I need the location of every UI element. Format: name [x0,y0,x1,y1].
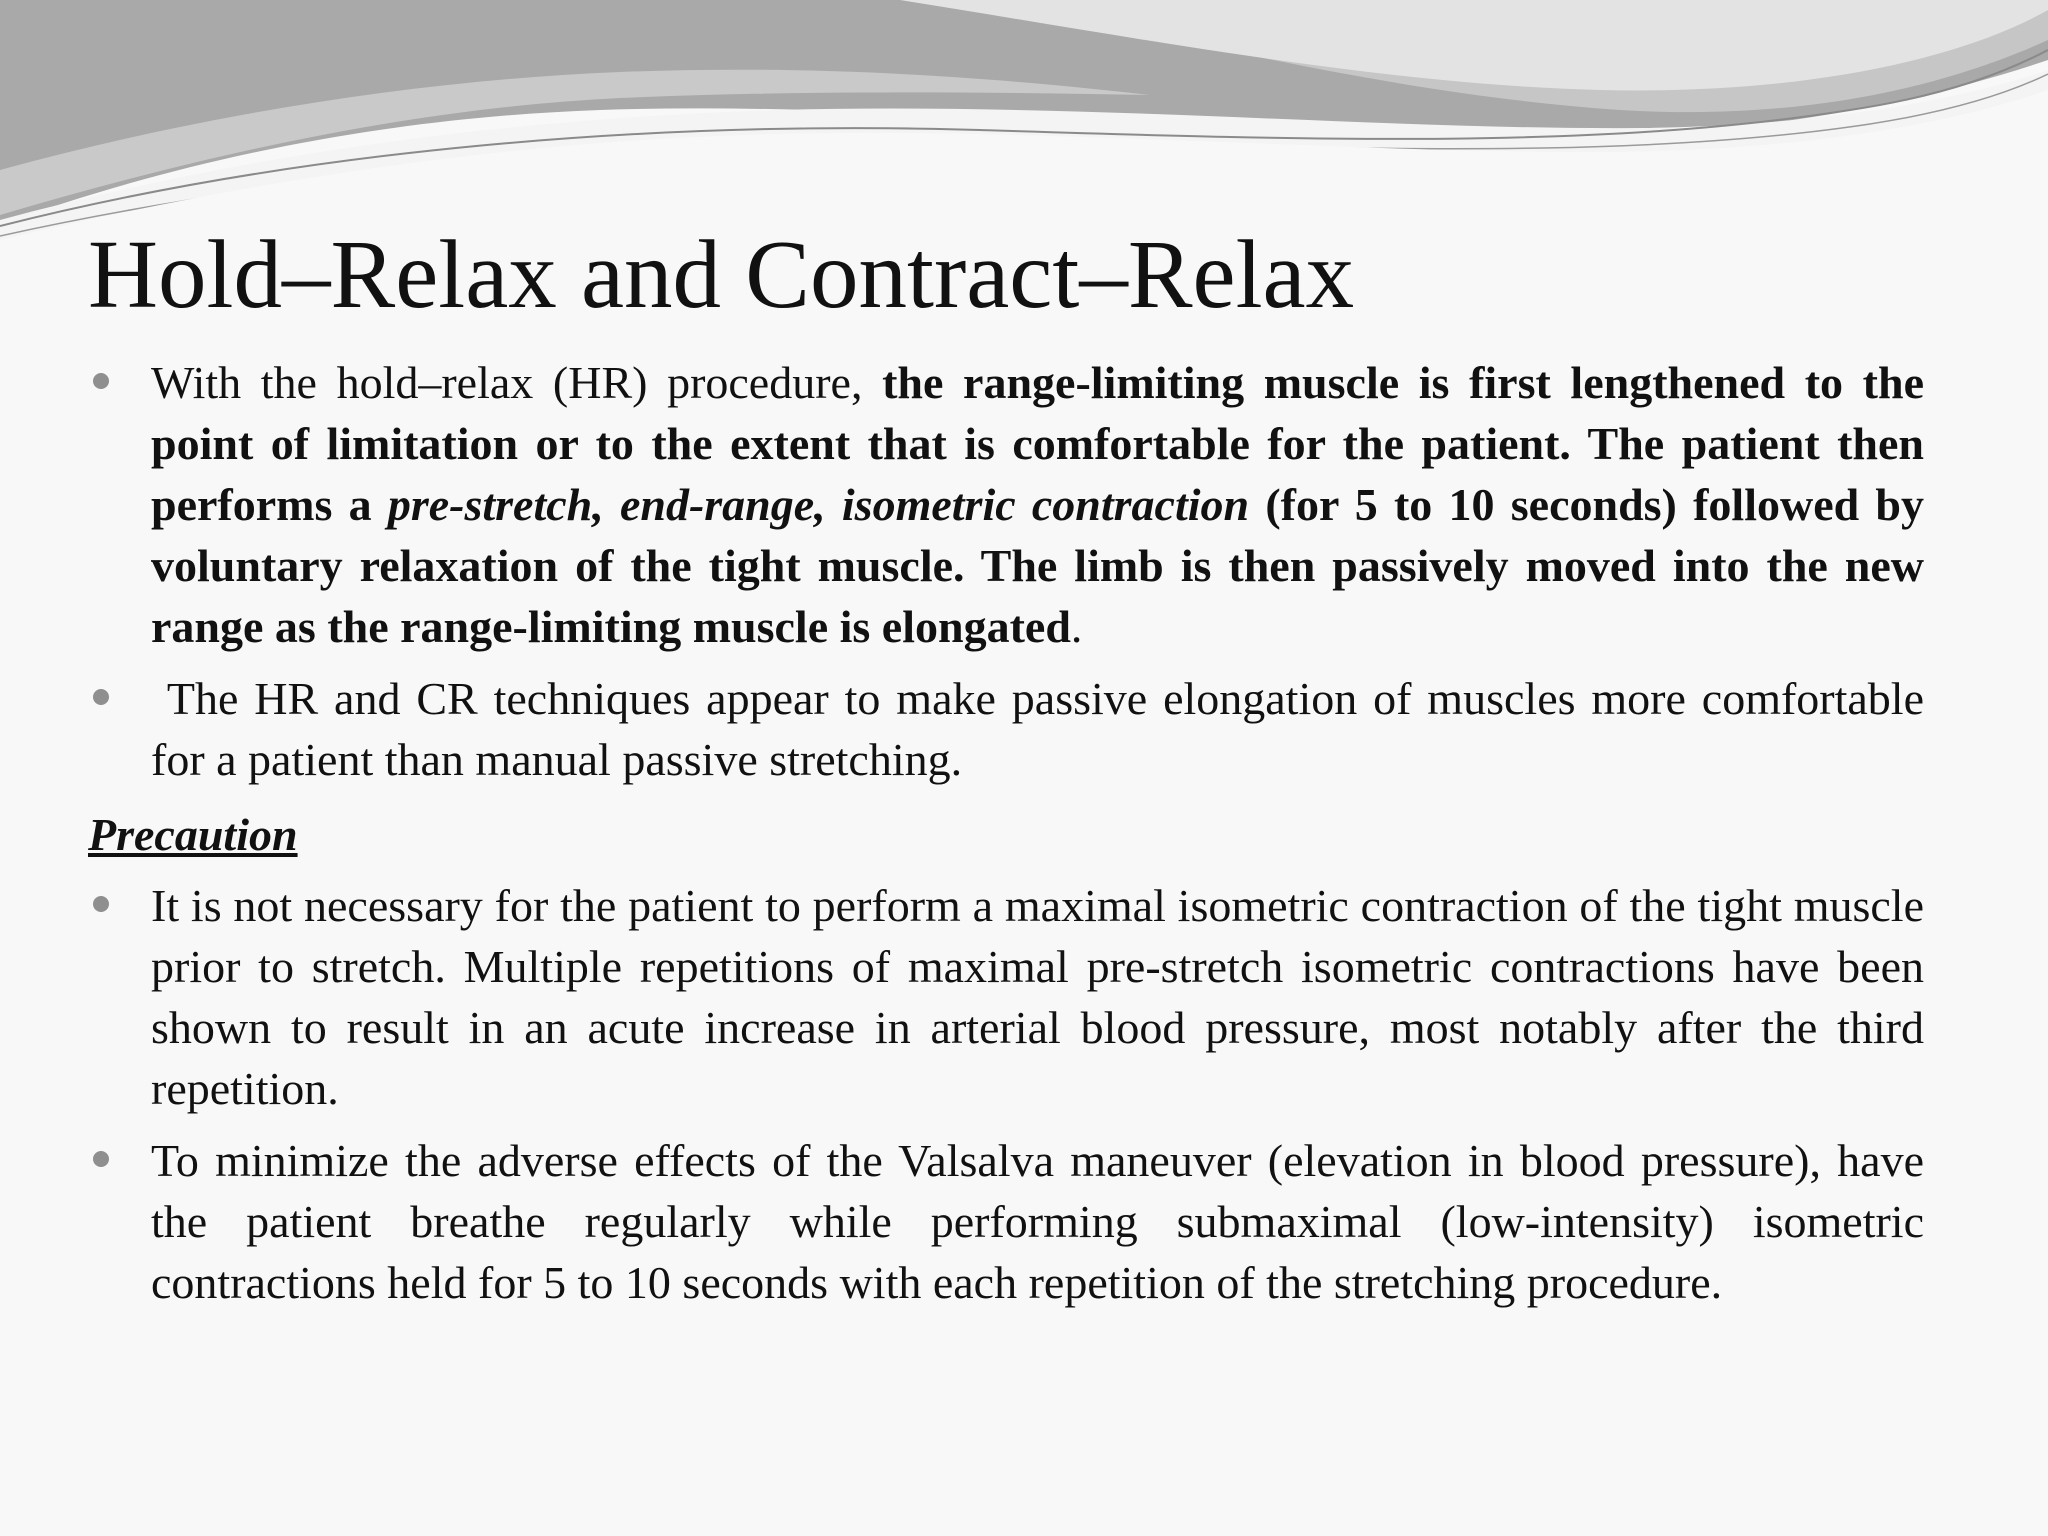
bullet-text: It is not necessary for the patient to perform a maximal isometric contraction of the tight muscle prior to stretch. Multiple repetitions of maximal pre-stretch isometric contractions have been shown to result in an acute increase in arterial blood pressure, most notably after the third repetition. [151,880,1924,1114]
bullet-text-bold: (for 5 to 10 seconds) followed by voluntary relaxation of the tight muscle. The limb is then passively moved into the new range as the range-limiting muscle is elongated [151,479,1924,652]
bullet-item-hold-relax [88,352,1924,657]
bullet-text: The HR and CR techniques appear to make passive elongation of muscles more comfortable for a patient than manual passive stretching. [151,673,1936,785]
bullet-text-bold-italic: pre-stretch, end-range, isometric contraction [387,479,1250,530]
bullet-dot-icon [93,373,109,389]
bullet-text-normal: With the hold–relax (HR) procedure, [151,357,883,408]
bullet-text: To minimize the adverse effects of the Valsalva maneuver (elevation in blood pressure), have the patient breathe regularly while performing submaximal (low-intensity) isometric contractions held for 5 to 10 seconds with each repetition of the stretching procedure. [151,1135,1924,1308]
bullet-text-normal: . [1070,601,1083,652]
bullet-dot-icon [93,1151,109,1167]
bullet-item-valsalva [88,1130,1924,1313]
bullet-item-maximal-contraction [88,875,1924,1119]
slide-title: Hold–Relax and Contract–Relax [88,221,1355,328]
slide-content [88,352,1936,1324]
bullet-dot-icon [93,896,109,912]
bullet-text-bold: the range-limiting muscle is first lengthened to the point of limitation or to the extent that is comfortable for the patient. The patient then performs a [151,357,1924,530]
bullet-item-hr-cr-comfort [88,668,1936,790]
bullet-dot-icon [93,689,109,705]
bullet-text [151,352,1924,657]
precaution-heading: Precaution [88,809,298,860]
